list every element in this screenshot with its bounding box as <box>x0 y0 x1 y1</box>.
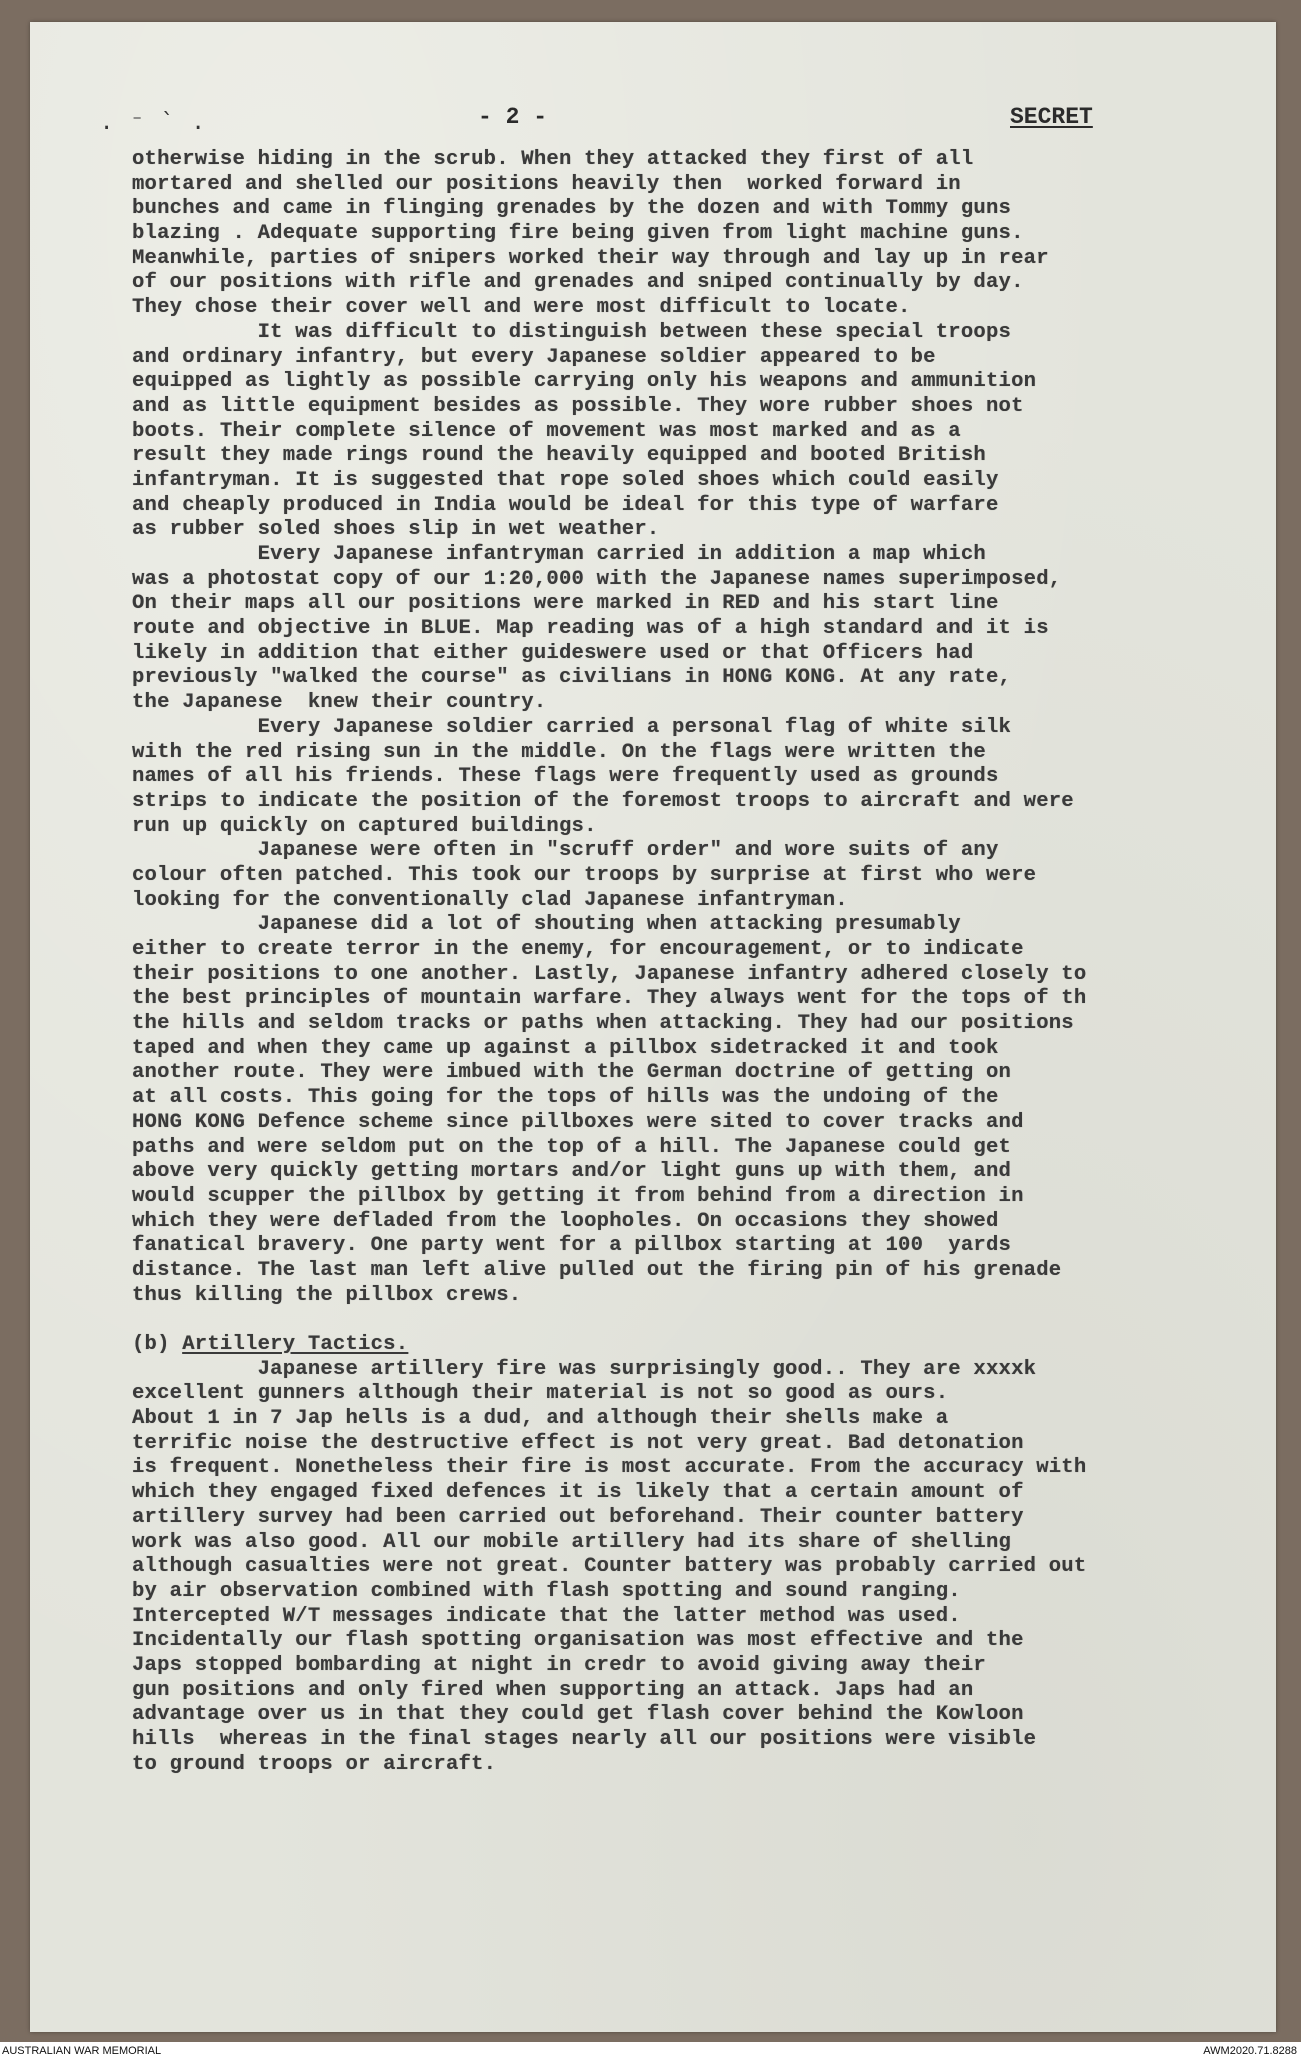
document-page <box>30 22 1276 2032</box>
archive-reference: AWM2020.71.8288 <box>1203 2045 1297 2057</box>
archive-footer <box>0 2042 1301 2061</box>
body-line: hills whereas in the final stages nearly all our positions were visible <box>132 1728 1037 1751</box>
body-line: although casualties were not great. Counter battery was probably carried out <box>132 1555 1087 1579</box>
body-line: Every Japanese infantryman carried in addition a map which <box>132 543 986 566</box>
body-line: and cheaply produced in India would be ideal for this type of warfare <box>132 493 999 517</box>
body-line: work was also good. All our mobile artillery had its share of shelling <box>132 1530 1012 1554</box>
body-line: of our positions with rifle and grenades and sniped continually by day. <box>132 271 1024 295</box>
body-line: Japs stopped bombarding at night in credr to avoid giving away their <box>132 1653 986 1677</box>
body-line: Japanese were often in "scruff order" and wore suits of any <box>132 839 999 863</box>
body-line: boots. Their complete silence of movement was most marked and as a <box>132 419 961 443</box>
body-line: the Japanese knew their country. <box>132 691 547 715</box>
body-line: mortared and shelled our positions heavily then worked forward in <box>132 172 961 196</box>
body-line: excellent gunners although their material is not so good as ours. <box>132 1382 949 1406</box>
body-line: bunches and came in flinging grenades by the dozen and with Tommy guns <box>132 197 1012 221</box>
body-line: and ordinary infantry, but every Japanese soldier appeared to be <box>132 345 936 369</box>
section-heading-prefix: (b) <box>132 1333 183 1356</box>
body-line: HONG KONG Defence scheme since pillboxes were sited to cover tracks and <box>132 1110 1024 1134</box>
body-line: either to create terror in the enemy, for encouragement, or to indicate <box>132 938 1024 961</box>
archive-name: AUSTRALIAN WAR MEMORIAL <box>2 2045 162 2057</box>
body-line: was a photostat copy of our 1:20,000 with the Japanese names superimposed, <box>132 567 1062 591</box>
body-line: Every Japanese soldier carried a personal flag of white silk <box>132 715 1012 739</box>
body-line: Meanwhile, parties of snipers worked their way through and lay up in rear <box>132 246 1049 270</box>
body-line: distance. The last man left alive pulled out the firing pin of his grenade <box>132 1258 1062 1282</box>
body-line: On their maps all our positions were marked in RED and his start line <box>132 592 999 616</box>
document-body <box>132 148 1272 1777</box>
body-line: run up quickly on captured buildings. <box>132 814 597 838</box>
body-line: About 1 in 7 Jap hells is a dud, and although their shells make a <box>132 1407 949 1431</box>
classification-label: SECRET <box>1010 104 1093 130</box>
body-line: advantage over us in that they could get flash cover behind the Kowloon <box>132 1703 1024 1727</box>
body-line: result they made rings round the heavily equipped and booted British <box>132 444 986 468</box>
body-line: strips to indicate the position of the foremost troops to aircraft and were <box>132 789 1074 813</box>
body-line: above very quickly getting mortars and/or light guns up with them, and <box>132 1160 1012 1184</box>
body-line: terrific noise the destructive effect is not very great. Bad detonation <box>132 1431 1024 1455</box>
section-heading-artillery-tactics <box>132 1333 1272 1358</box>
body-line: gun positions and only fired when supporting an attack. Japs had an <box>132 1678 974 1702</box>
body-line: blazing . Adequate supporting fire being given from light machine guns. <box>132 222 1024 246</box>
body-line: infantryman. It is suggested that rope soled shoes which could easily <box>132 468 999 492</box>
body-line: as rubber soled shoes slip in wet weather. <box>132 518 660 542</box>
body-line: to ground troops or aircraft. <box>132 1752 497 1776</box>
body-line: at all costs. This going for the tops of hills was the undoing of the <box>132 1086 999 1110</box>
body-line <box>132 1308 1272 1333</box>
section-heading-title: Artillery Tactics. <box>182 1333 409 1356</box>
body-line: It was difficult to distinguish between these special troops <box>132 320 1012 344</box>
body-line: would scupper the pillbox by getting it from behind from a direction in <box>132 1184 1024 1208</box>
body-line: their positions to one another. Lastly, Japanese infantry adhered closely to <box>132 962 1087 986</box>
body-line: which they were defladed from the loopholes. On occasions they showed <box>132 1209 999 1233</box>
body-line: which they engaged fixed defences it is likely that a certain amount of <box>132 1481 1024 1505</box>
body-line: is frequent. Nonetheless their fire is most accurate. From the accuracy with <box>132 1456 1087 1480</box>
body-line: Japanese did a lot of shouting when attacking presumably <box>132 913 961 937</box>
body-line: the hills and seldom tracks or paths when attacking. They had our positions <box>132 1012 1074 1036</box>
body-line: likely in addition that either guideswere used or that Officers had <box>132 641 974 665</box>
body-line: names of all his friends. These flags were frequently used as grounds <box>132 765 999 789</box>
stray-mark: . ⁻ ` . <box>100 110 207 135</box>
body-line: They chose their cover well and were most difficult to locate. <box>132 296 911 320</box>
body-line: looking for the conventionally clad Japanese infantryman. <box>132 888 848 912</box>
body-line: taped and when they came up against a pillbox sidetracked it and took <box>132 1036 999 1060</box>
body-line: route and objective in BLUE. Map reading was of a high standard and it is <box>132 617 1049 641</box>
body-line: by air observation combined with flash spotting and sound ranging. <box>132 1579 961 1603</box>
body-line: fanatical bravery. One party went for a pillbox starting at 100 yards <box>132 1234 1012 1258</box>
body-line: paths and were seldom put on the top of a hill. The Japanese could get <box>132 1135 1012 1159</box>
body-line: with the red rising sun in the middle. On the flags were written the <box>132 740 986 764</box>
body-line: equipped as lightly as possible carrying only his weapons and ammunition <box>132 370 1037 394</box>
page-number: - 2 - <box>478 104 548 130</box>
body-line: another route. They were imbued with the German doctrine of getting on <box>132 1061 1012 1085</box>
body-line: Japanese artillery fire was surprisingly good.. They are xxxxk <box>132 1357 1037 1381</box>
body-line: thus killing the pillbox crews. <box>132 1283 522 1307</box>
body-line: Incidentally our flash spotting organisation was most effective and the <box>132 1629 1024 1653</box>
body-line: otherwise hiding in the scrub. When they attacked they first of all <box>132 148 974 171</box>
body-line: Intercepted W/T messages indicate that the latter method was used. <box>132 1604 961 1628</box>
body-line: and as little equipment besides as possible. They wore rubber shoes not <box>132 394 1024 418</box>
body-line: previously "walked the course" as civilians in HONG KONG. At any rate, <box>132 666 1012 690</box>
body-line: artillery survey had been carried out beforehand. Their counter battery <box>132 1505 1024 1529</box>
body-line: the best principles of mountain warfare. They always went for the tops of th <box>132 987 1087 1011</box>
body-line: colour often patched. This took our troops by surprise at first who were <box>132 863 1037 887</box>
